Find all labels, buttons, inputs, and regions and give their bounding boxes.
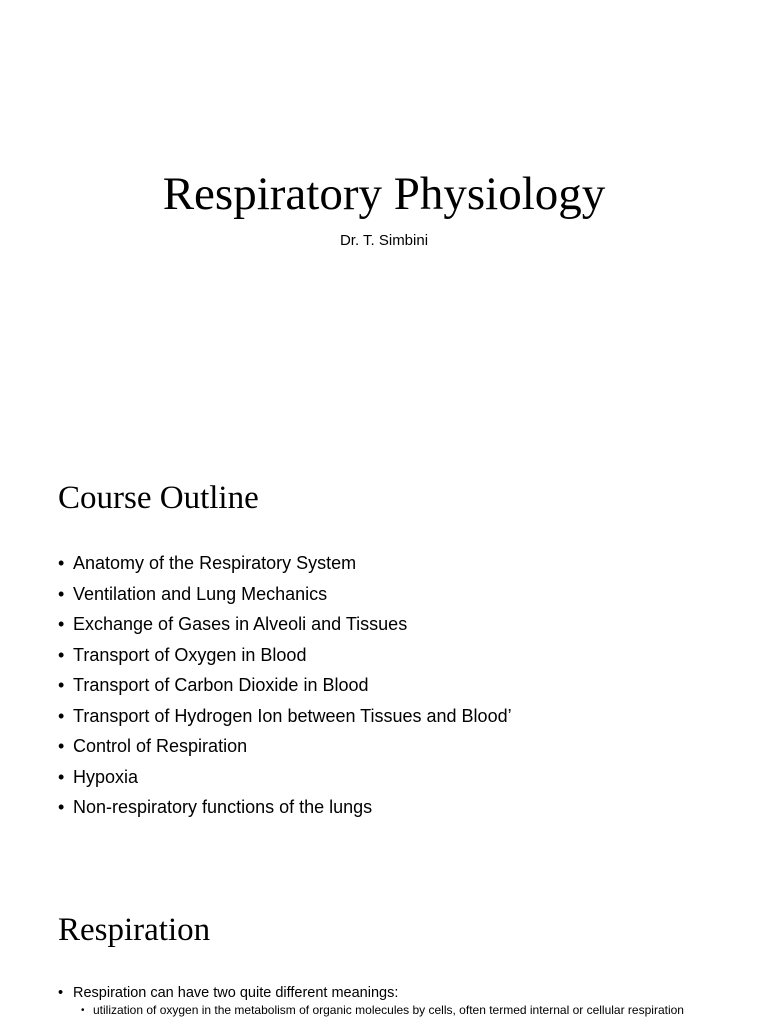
list-item: • Non-respiratory functions of the lungs	[58, 792, 512, 823]
list-item	[58, 983, 733, 1018]
list-item-text: Respiration can have two quite different meanings:	[73, 985, 399, 1001]
course-outline-list	[58, 548, 512, 823]
sub-list-item: • utilization of oxygen in the metabolism of organic molecules by cells, often termed internal or cellular respiration	[81, 1003, 733, 1018]
author-name: Dr. T. Simbini	[339, 232, 429, 249]
list-item: • Hypoxia	[58, 762, 512, 793]
course-outline-slide	[0, 432, 768, 864]
list-item: • Anatomy of the Respiratory System	[58, 548, 512, 579]
list-item: • Ventilation and Lung Mechanics	[58, 579, 512, 610]
presentation-title: Respiratory Physiology	[162, 168, 606, 220]
list-item: • Transport of Oxygen in Blood	[58, 640, 512, 671]
course-outline-heading: Course Outline	[58, 480, 259, 516]
respiration-slide	[0, 864, 768, 1024]
title-slide	[0, 0, 768, 432]
respiration-list	[58, 983, 733, 1018]
list-item: • Transport of Carbon Dioxide in Blood	[58, 670, 512, 701]
list-item: • Exchange of Gases in Alveoli and Tissues	[58, 609, 512, 640]
list-item: • Transport of Hydrogen Ion between Tissues and Blood’	[58, 701, 512, 732]
list-item: • Control of Respiration	[58, 731, 512, 762]
respiration-heading: Respiration	[58, 912, 211, 948]
respiration-sub-list	[73, 1003, 733, 1018]
